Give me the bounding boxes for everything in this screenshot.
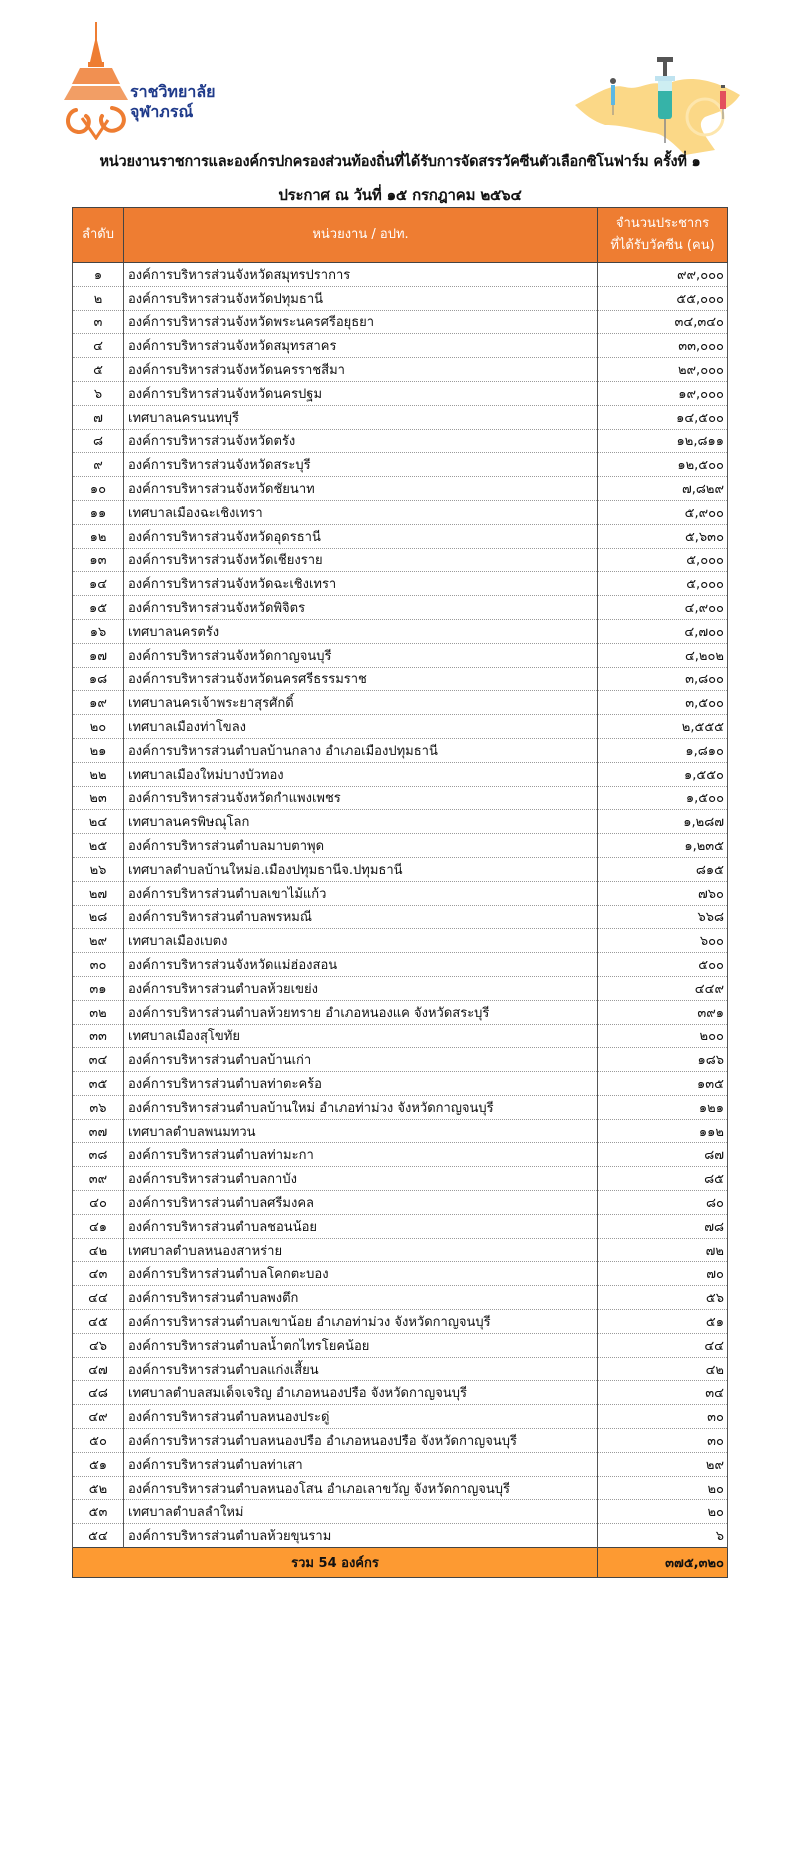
table-row — [73, 1143, 728, 1167]
row-agency-name: องค์การบริหารส่วนตำบลแก่งเสี้ยน — [124, 1357, 598, 1381]
table-row — [73, 834, 728, 858]
table-row — [73, 1191, 728, 1215]
total-count: ๓๗๕,๓๒๐ — [598, 1548, 728, 1578]
row-count: ๖ — [598, 1524, 728, 1548]
row-count: ๒๙ — [598, 1452, 728, 1476]
row-agency-name: องค์การบริหารส่วนจังหวัดนครศรีธรรมราช — [124, 667, 598, 691]
row-agency-name: เทศบาลนครนนทบุรี — [124, 405, 598, 429]
row-order: ๑๓ — [73, 548, 124, 572]
row-count: ๕,๙๐๐ — [598, 500, 728, 524]
row-count: ๔,๒๐๒ — [598, 643, 728, 667]
table-row — [73, 1095, 728, 1119]
row-agency-name: องค์การบริหารส่วนตำบลโคกตะบอง — [124, 1262, 598, 1286]
table-row — [73, 310, 728, 334]
row-count: ๔๔๙ — [598, 976, 728, 1000]
table-row — [73, 1405, 728, 1429]
column-header-agency: หน่วยงาน / อปท. — [124, 208, 598, 263]
table-row — [73, 1333, 728, 1357]
row-order: ๑๒ — [73, 524, 124, 548]
row-agency-name: เทศบาลนครตรัง — [124, 619, 598, 643]
row-count: ๑,๘๑๐ — [598, 738, 728, 762]
row-count: ๕๖ — [598, 1286, 728, 1310]
row-count: ๑๘๖ — [598, 1048, 728, 1072]
thailand-map-vaccine-syringes-icon — [565, 55, 745, 155]
row-count: ๕๐๐ — [598, 953, 728, 977]
row-agency-name: องค์การบริหารส่วนจังหวัดอุดรธานี — [124, 524, 598, 548]
row-agency-name: องค์การบริหารส่วนตำบลพรหมณี — [124, 905, 598, 929]
row-order: ๓๑ — [73, 976, 124, 1000]
row-order: ๑๕ — [73, 596, 124, 620]
row-order: ๑๐ — [73, 477, 124, 501]
row-order: ๕๒ — [73, 1476, 124, 1500]
total-label: รวม 54 องค์กร — [73, 1548, 598, 1578]
row-agency-name: เทศบาลนครเจ้าพระยาสุรศักดิ์ — [124, 691, 598, 715]
row-count: ๗๒ — [598, 1238, 728, 1262]
row-order: ๔๓ — [73, 1262, 124, 1286]
row-agency-name: องค์การบริหารส่วนตำบลบ้านเก่า — [124, 1048, 598, 1072]
table-row — [73, 1000, 728, 1024]
table-row — [73, 1381, 728, 1405]
table-row — [73, 429, 728, 453]
row-order: ๓๐ — [73, 953, 124, 977]
table-row — [73, 1476, 728, 1500]
row-order: ๕๓ — [73, 1500, 124, 1524]
row-count: ๘๑๕ — [598, 857, 728, 881]
row-order: ๖ — [73, 381, 124, 405]
table-total-row — [73, 1548, 728, 1578]
row-agency-name: เทศบาลตำบลบ้านใหม่อ.เมืองปทุมธานีจ.ปทุมธานี — [124, 857, 598, 881]
row-agency-name: องค์การบริหารส่วนตำบลน้ำตกไทรโยคน้อย — [124, 1333, 598, 1357]
row-count: ๓๓,๐๐๐ — [598, 334, 728, 358]
row-count: ๓๙๑ — [598, 1000, 728, 1024]
row-order: ๒๙ — [73, 929, 124, 953]
row-agency-name: องค์การบริหารส่วนจังหวัดสมุทรปราการ — [124, 263, 598, 287]
row-count: ๔,๙๐๐ — [598, 596, 728, 620]
row-order: ๓๔ — [73, 1048, 124, 1072]
row-order: ๔๑ — [73, 1214, 124, 1238]
row-order: ๔ — [73, 334, 124, 358]
row-agency-name: เทศบาลตำบลพนมทวน — [124, 1119, 598, 1143]
row-agency-name: องค์การบริหารส่วนจังหวัดตรัง — [124, 429, 598, 453]
table-row — [73, 1524, 728, 1548]
table-row — [73, 381, 728, 405]
table-row — [73, 738, 728, 762]
row-order: ๔๐ — [73, 1191, 124, 1215]
row-agency-name: องค์การบริหารส่วนตำบลมาบตาพุด — [124, 834, 598, 858]
table-row — [73, 286, 728, 310]
row-order: ๔๗ — [73, 1357, 124, 1381]
row-count: ๘๗ — [598, 1143, 728, 1167]
row-agency-name: องค์การบริหารส่วนตำบลหนองโสน อำเภอเลาขวัญ จังหวัดกาญจนบุรี — [124, 1476, 598, 1500]
row-order: ๒๗ — [73, 881, 124, 905]
row-count: ๓,๘๐๐ — [598, 667, 728, 691]
row-order: ๕๐ — [73, 1429, 124, 1453]
table-row — [73, 619, 728, 643]
column-header-count-line2: ที่ได้รับวัคซีน (คน) — [610, 238, 715, 253]
table-row — [73, 1500, 728, 1524]
row-count: ๓๔,๓๔๐ — [598, 310, 728, 334]
row-count: ๕๕,๐๐๐ — [598, 286, 728, 310]
row-order: ๗ — [73, 405, 124, 429]
row-agency-name: องค์การบริหารส่วนตำบลห้วยขุนราม — [124, 1524, 598, 1548]
row-agency-name: องค์การบริหารส่วนจังหวัดนครราชสีมา — [124, 358, 598, 382]
table-row — [73, 596, 728, 620]
row-order: ๑๘ — [73, 667, 124, 691]
table-row — [73, 263, 728, 287]
row-agency-name: องค์การบริหารส่วนตำบลท่าเสา — [124, 1452, 598, 1476]
row-order: ๒๑ — [73, 738, 124, 762]
table-row — [73, 643, 728, 667]
row-order: ๔๙ — [73, 1405, 124, 1429]
row-agency-name: องค์การบริหารส่วนตำบลหนองปรือ อำเภอหนองปรือ จังหวัดกาญจนบุรี — [124, 1429, 598, 1453]
row-order: ๓๙ — [73, 1167, 124, 1191]
row-count: ๕๑ — [598, 1310, 728, 1334]
column-header-order: ลำดับ — [73, 208, 124, 263]
row-order: ๒๔ — [73, 810, 124, 834]
table-row — [73, 786, 728, 810]
row-agency-name: เทศบาลเมืองใหม่บางบัวทอง — [124, 762, 598, 786]
row-agency-name: องค์การบริหารส่วนตำบลเขาน้อย อำเภอท่าม่วง จังหวัดกาญจนบุรี — [124, 1310, 598, 1334]
row-agency-name: องค์การบริหารส่วนจังหวัดกาญจนบุรี — [124, 643, 598, 667]
row-order: ๒๐ — [73, 715, 124, 739]
row-order: ๕ — [73, 358, 124, 382]
row-agency-name: องค์การบริหารส่วนตำบลชอนน้อย — [124, 1214, 598, 1238]
row-order: ๔๔ — [73, 1286, 124, 1310]
row-order: ๒๒ — [73, 762, 124, 786]
row-agency-name: องค์การบริหารส่วนตำบลห้วยทราย อำเภอหนองแค จังหวัดสระบุรี — [124, 1000, 598, 1024]
row-order: ๓๘ — [73, 1143, 124, 1167]
row-order: ๓๗ — [73, 1119, 124, 1143]
row-count: ๑๒,๕๐๐ — [598, 453, 728, 477]
table-row — [73, 1262, 728, 1286]
table-row — [73, 1452, 728, 1476]
row-count: ๑๒,๘๑๑ — [598, 429, 728, 453]
row-agency-name: องค์การบริหารส่วนตำบลบ้านใหม่ อำเภอท่าม่วง จังหวัดกาญจนบุรี — [124, 1095, 598, 1119]
row-count: ๙๙,๐๐๐ — [598, 263, 728, 287]
row-order: ๒๕ — [73, 834, 124, 858]
table-row — [73, 715, 728, 739]
table-header-row — [73, 208, 728, 263]
table-row — [73, 524, 728, 548]
row-agency-name: เทศบาลเมืองสุโขทัย — [124, 1024, 598, 1048]
row-agency-name: องค์การบริหารส่วนจังหวัดแม่ฮ่องสอน — [124, 953, 598, 977]
row-order: ๓ — [73, 310, 124, 334]
row-order: ๒๓ — [73, 786, 124, 810]
row-count: ๑,๕๕๐ — [598, 762, 728, 786]
row-count: ๑๔,๕๐๐ — [598, 405, 728, 429]
logo-line-1: ราชวิทยาลัย — [130, 82, 216, 101]
row-count: ๕,๐๐๐ — [598, 548, 728, 572]
row-count: ๒๐ — [598, 1500, 728, 1524]
row-count: ๑๑๒ — [598, 1119, 728, 1143]
row-agency-name: องค์การบริหารส่วนจังหวัดชัยนาท — [124, 477, 598, 501]
table-row — [73, 857, 728, 881]
institution-logo — [62, 22, 222, 140]
table-row — [73, 905, 728, 929]
row-agency-name: องค์การบริหารส่วนจังหวัดพิจิตร — [124, 596, 598, 620]
table-row — [73, 810, 728, 834]
row-order: ๘ — [73, 429, 124, 453]
row-count: ๑,๕๐๐ — [598, 786, 728, 810]
row-count: ๘๕ — [598, 1167, 728, 1191]
row-agency-name: องค์การบริหารส่วนจังหวัดสระบุรี — [124, 453, 598, 477]
table-row — [73, 1048, 728, 1072]
row-agency-name: องค์การบริหารส่วนตำบลท่ามะกา — [124, 1143, 598, 1167]
table-row — [73, 500, 728, 524]
row-agency-name: องค์การบริหารส่วนตำบลหนองประดู่ — [124, 1405, 598, 1429]
row-count: ๓๐ — [598, 1429, 728, 1453]
row-count: ๔,๗๐๐ — [598, 619, 728, 643]
row-order: ๕๔ — [73, 1524, 124, 1548]
table-row — [73, 881, 728, 905]
row-count: ๕,๐๐๐ — [598, 572, 728, 596]
row-agency-name: องค์การบริหารส่วนตำบลท่าตะคร้อ — [124, 1072, 598, 1096]
table-row — [73, 358, 728, 382]
table-row — [73, 667, 728, 691]
announcement-date: ประกาศ ณ วันที่ ๑๕ กรกฎาคม ๒๕๖๔ — [278, 186, 522, 204]
row-agency-name: องค์การบริหารส่วนจังหวัดกำแพงเพชร — [124, 786, 598, 810]
table-row — [73, 691, 728, 715]
row-agency-name: องค์การบริหารส่วนจังหวัดพระนครศรีอยุธยา — [124, 310, 598, 334]
table-body — [73, 263, 728, 1548]
row-order: ๑๑ — [73, 500, 124, 524]
row-order: ๙ — [73, 453, 124, 477]
table-row — [73, 1119, 728, 1143]
row-order: ๔๒ — [73, 1238, 124, 1262]
row-order: ๔๘ — [73, 1381, 124, 1405]
row-count: ๗๘ — [598, 1214, 728, 1238]
row-order: ๒๘ — [73, 905, 124, 929]
row-agency-name: เทศบาลตำบลหนองสาหร่าย — [124, 1238, 598, 1262]
row-count: ๓,๕๐๐ — [598, 691, 728, 715]
row-agency-name: องค์การบริหารส่วนตำบลบ้านกลาง อำเภอเมืองปทุมธานี — [124, 738, 598, 762]
row-order: ๔๕ — [73, 1310, 124, 1334]
row-count: ๘๐ — [598, 1191, 728, 1215]
row-order: ๑ — [73, 263, 124, 287]
row-agency-name: องค์การบริหารส่วนจังหวัดปทุมธานี — [124, 286, 598, 310]
row-count: ๗,๘๒๙ — [598, 477, 728, 501]
table-row — [73, 1072, 728, 1096]
table-row — [73, 1238, 728, 1262]
table-row — [73, 976, 728, 1000]
row-agency-name: องค์การบริหารส่วนตำบลกาบัง — [124, 1167, 598, 1191]
pagoda-crest-icon — [62, 22, 132, 140]
row-count: ๑๙,๐๐๐ — [598, 381, 728, 405]
row-agency-name: องค์การบริหารส่วนตำบลห้วยเขย่ง — [124, 976, 598, 1000]
row-count: ๑,๒๘๗ — [598, 810, 728, 834]
table-row — [73, 929, 728, 953]
row-agency-name: เทศบาลเมืองท่าโขลง — [124, 715, 598, 739]
row-count: ๒๐ — [598, 1476, 728, 1500]
vaccine-allocation-table — [72, 207, 728, 1578]
row-order: ๕๑ — [73, 1452, 124, 1476]
table-row — [73, 1286, 728, 1310]
table-row — [73, 405, 728, 429]
row-order: ๓๒ — [73, 1000, 124, 1024]
row-count: ๓๔ — [598, 1381, 728, 1405]
row-count: ๔๔ — [598, 1333, 728, 1357]
row-count: ๕,๖๓๐ — [598, 524, 728, 548]
row-count: ๖๖๘ — [598, 905, 728, 929]
row-count: ๗๖๐ — [598, 881, 728, 905]
row-order: ๓๖ — [73, 1095, 124, 1119]
row-count: ๑๒๑ — [598, 1095, 728, 1119]
row-agency-name: องค์การบริหารส่วนตำบลพงตึก — [124, 1286, 598, 1310]
row-agency-name: เทศบาลเมืองเบตง — [124, 929, 598, 953]
row-agency-name: องค์การบริหารส่วนจังหวัดนครปฐม — [124, 381, 598, 405]
table-row — [73, 1357, 728, 1381]
row-order: ๒ — [73, 286, 124, 310]
table-row — [73, 762, 728, 786]
table-row — [73, 548, 728, 572]
table-row — [73, 1214, 728, 1238]
row-agency-name: องค์การบริหารส่วนตำบลศรีมงคล — [124, 1191, 598, 1215]
table-row — [73, 572, 728, 596]
row-agency-name: องค์การบริหารส่วนจังหวัดสมุทรสาคร — [124, 334, 598, 358]
table-row — [73, 1024, 728, 1048]
row-order: ๓๕ — [73, 1072, 124, 1096]
table-row — [73, 453, 728, 477]
row-count: ๓๐ — [598, 1405, 728, 1429]
row-count: ๒๐๐ — [598, 1024, 728, 1048]
row-count: ๒๙,๐๐๐ — [598, 358, 728, 382]
row-count: ๔๒ — [598, 1357, 728, 1381]
table-row — [73, 953, 728, 977]
row-order: ๓๓ — [73, 1024, 124, 1048]
row-count: ๒,๕๕๕ — [598, 715, 728, 739]
page-title: หน่วยงานราชการและองค์กรปกครองส่วนท้องถิ่นที่ได้รับการจัดสรรวัคซีนตัวเลือกซิโนฟาร์ม ครั้งที่ ๑ — [99, 154, 701, 170]
logo-line-2: จุฬาภรณ์ — [130, 102, 194, 121]
row-count: ๑๓๕ — [598, 1072, 728, 1096]
row-order: ๑๙ — [73, 691, 124, 715]
row-order: ๒๖ — [73, 857, 124, 881]
table-row — [73, 1167, 728, 1191]
row-count: ๑,๒๓๕ — [598, 834, 728, 858]
logo-text — [130, 82, 216, 122]
table-row — [73, 1310, 728, 1334]
column-header-count — [598, 208, 728, 263]
row-order: ๔๖ — [73, 1333, 124, 1357]
row-agency-name: เทศบาลนครพิษณุโลก — [124, 810, 598, 834]
row-agency-name: เทศบาลตำบลลำใหม่ — [124, 1500, 598, 1524]
table-row — [73, 1429, 728, 1453]
row-count: ๖๐๐ — [598, 929, 728, 953]
column-header-count-line1: จำนวนประชากร — [615, 216, 710, 231]
thailand-map-vaccine-illustration — [565, 55, 745, 155]
row-agency-name: องค์การบริหารส่วนจังหวัดเชียงราย — [124, 548, 598, 572]
table-row — [73, 334, 728, 358]
row-order: ๑๖ — [73, 619, 124, 643]
row-order: ๑๗ — [73, 643, 124, 667]
row-agency-name: องค์การบริหารส่วนจังหวัดฉะเชิงเทรา — [124, 572, 598, 596]
row-count: ๗๐ — [598, 1262, 728, 1286]
row-agency-name: เทศบาลเมืองฉะเชิงเทรา — [124, 500, 598, 524]
row-agency-name: องค์การบริหารส่วนตำบลเขาไม้แก้ว — [124, 881, 598, 905]
row-agency-name: เทศบาลตำบลสมเด็จเจริญ อำเภอหนองปรือ จังหวัดกาญจนบุรี — [124, 1381, 598, 1405]
row-order: ๑๔ — [73, 572, 124, 596]
table-row — [73, 477, 728, 501]
